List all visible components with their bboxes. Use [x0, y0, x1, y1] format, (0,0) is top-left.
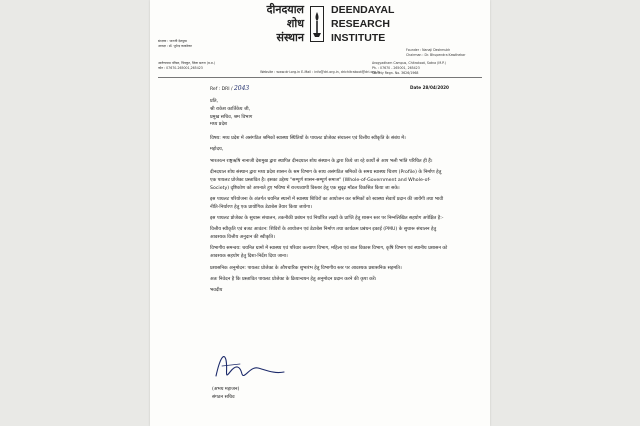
right-contact-block — [406, 48, 486, 58]
address-english: Arogyadham Campus, Chitrakoot, Satna (M.P.) — [372, 61, 446, 65]
english-name-line-1: DEENDAYAL — [331, 4, 395, 16]
hindi-name-line-1: दीनदयाल — [266, 3, 304, 16]
paragraph: प्रशासनिक अनुमोदन: पायलट प्रोजेक्ट के औपचारिक शुभारंभ हेतु विभागीय स्तर पर आवश्यक प्रशासनिक सहमति। — [210, 265, 402, 271]
paragraph: इस पायलट प्रोजेक्ट के सुचारू संचालन, तकनीकी प्रबंधन एवं निर्धारित लक्ष्यों के प्राप्ति हेतु शासन स्तर पर निम्नलिखित सहयोग अपेक्षित है:- — [210, 216, 444, 222]
recipient-line-3: प्रमुख सचिव, श्रम विभाग — [210, 114, 253, 120]
website-email-line: Website : www.dri.org.in E-Mail : info@dri.org.in, drichitrakoot@dri.org.in — [260, 70, 380, 74]
chairman-hindi: अध्यक्ष : डॉ. भूपेन्द्र कावठेकर — [158, 44, 192, 48]
letter-date: Date 28/04/2020 — [410, 85, 449, 90]
paragraph: विभागीय समन्वय: चयनित ग्रामों में स्वास्थ्य एवं परिवार कल्याण विभाग, महिला एवं बाल विकास विभाग, कृषि विभाग एवं स्थानीय प्रशासन को आवश्यक सहयोग हेतु दिशा-निर्देश दिया जाना। — [210, 246, 448, 260]
paragraph: भारतरत्न राष्ट्रऋषि नानाजी देशमुख द्वारा स्थापित दीनदयाल शोध संस्थान के द्वारा किये जा रहे कार्यों से आप भली भांति परिचित ही हैं। — [210, 158, 433, 164]
phone-hindi: फोन : 07670-265001,265423 — [158, 66, 203, 70]
recipient-line-1: प्रति, — [210, 99, 219, 104]
recipient-line-2: श्री राकेश कार्तिकेय जी, — [210, 106, 251, 112]
ref-label: Ref : DRI / — [210, 87, 234, 92]
founder-hindi: संरक्षक : भानजी देशमुख — [158, 39, 187, 43]
paragraph: वित्तीय स्वीकृति एवं बजट आवंटन: शिविरों के आयोजन एवं डेटाबेस निर्माण तथा कार्यक्रम प्रबंधन इकाई (PMU) के सुचारू संचालन हेतु आवश्यक वित्तीय अनुदान की स्वीकृति। — [210, 227, 437, 241]
ref-number-handwritten: 2043 — [233, 85, 250, 92]
letter-page — [150, 0, 490, 426]
signatory-block — [212, 386, 332, 401]
header-divider — [158, 77, 482, 78]
chairman-english: Chairman : Dr. Bhupendra Kawthekar — [406, 53, 466, 57]
society-regn: Society Regn. No. 3626/1968 — [372, 71, 419, 75]
signatory-title: संगठन सचिव — [212, 394, 235, 400]
phone-english: Ph. : 07670 - 265001, 265423 — [372, 66, 420, 70]
signatory-name: (अभय महाजन) — [212, 387, 240, 392]
paragraph: अतः निवेदन है कि प्रस्तावित पायलट प्रोजेक्ट के क्रियान्वयन हेतु अनुमोदन प्रदान करने की कृपा करें। — [210, 276, 377, 282]
paragraph: इस पायलट परियोजना के अंतर्गत चयनित स्थानों में स्वास्थ्य शिविरों का आयोजन कर श्रमिकों को स्वास्थ्य सेवायें प्रदान की जायेंगी तथा भावी नीति-निर्धारण हेतु एक प्रायोगिक डेटाबेस तैयार किया जायेगा। — [210, 196, 444, 210]
hindi-name-line-3: संस्थान — [276, 31, 304, 44]
closing: भवदीय — [210, 288, 223, 294]
letter-body — [210, 98, 448, 298]
institute-name-english — [331, 3, 431, 45]
left-contact-block — [158, 39, 278, 49]
paragraph: दीनदयाल शोध संस्थान द्वारा मध्य प्रदेश शासन के श्रम विभाग के साथ असंगठित श्रमिकों के समग्र स्वास्थ्य चित्रण (Profile) के निर्माण हेतु एक पायलट प्रोजेक्ट प्रस्तावित है। इसका उद्देश्य "सम्पूर्ण शासन-सम्पूर्ण समाज" (Whole-of-Government and Whole-of-Society) दृष्टिकोण को अपनाते हुए भविष्य में राज्यव्यापी विस्तार हेतु एक सुदृढ़ मॉडल विकसित किया जा सके। — [210, 170, 442, 191]
handwritten-signature — [210, 346, 330, 386]
lamp-logo-icon — [310, 6, 324, 42]
recipient-block — [210, 98, 448, 129]
subject-line: विषय: मध्य प्रदेश में असंगठित श्रमिकों स्वास्थ्य स्थितियों के पायलट प्रोजेक्ट संचालन एवं वित्तीय स्वीकृति के संबंध में। — [210, 136, 406, 142]
english-name-line-2: RESEARCH — [331, 18, 390, 30]
address-hindi: आरोग्यधाम परिसर, चित्रकूट, जिला सतना (म.प्र.) — [158, 61, 215, 65]
reference-number — [210, 85, 249, 92]
hindi-name-line-2: शोध — [286, 17, 304, 30]
english-name-line-3: INSTITUTE — [331, 32, 386, 44]
recipient-line-4: मध्य प्रदेश — [210, 122, 228, 128]
founder-english: Founder : Nanaji Deshmukh — [406, 48, 451, 52]
salutation: महोदय, — [210, 147, 224, 153]
